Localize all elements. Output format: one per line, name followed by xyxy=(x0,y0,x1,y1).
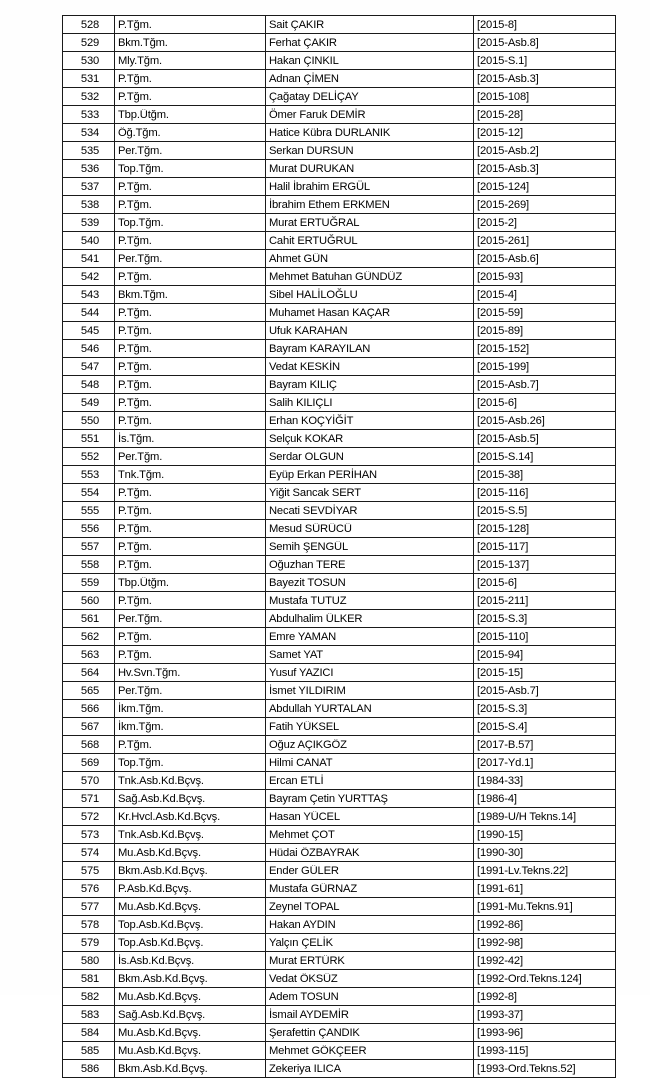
cell-name: Muhamet Hasan KAÇAR xyxy=(266,304,474,322)
cell-number: 540 xyxy=(63,232,115,250)
table-row xyxy=(63,718,616,736)
table-row xyxy=(63,394,616,412)
table-row xyxy=(63,178,616,196)
cell-reference: [2015-S.3] xyxy=(474,700,616,718)
cell-name: Şerafettin ÇANDIK xyxy=(266,1024,474,1042)
cell-reference: [2015-199] xyxy=(474,358,616,376)
cell-reference: [1992-42] xyxy=(474,952,616,970)
cell-reference: [2015-110] xyxy=(474,628,616,646)
table-row xyxy=(63,592,616,610)
table-row xyxy=(63,700,616,718)
table-row xyxy=(63,646,616,664)
cell-number: 555 xyxy=(63,502,115,520)
table-row xyxy=(63,916,616,934)
cell-rank: P.Tğm. xyxy=(115,70,266,88)
cell-rank: Öğ.Tğm. xyxy=(115,124,266,142)
cell-rank: Per.Tğm. xyxy=(115,250,266,268)
table-row xyxy=(63,106,616,124)
cell-rank: P.Tğm. xyxy=(115,484,266,502)
cell-number: 561 xyxy=(63,610,115,628)
cell-rank: Tbp.Ütğm. xyxy=(115,106,266,124)
cell-rank: P.Tğm. xyxy=(115,736,266,754)
cell-number: 533 xyxy=(63,106,115,124)
cell-number: 575 xyxy=(63,862,115,880)
cell-name: Oğuz AÇIKGÖZ xyxy=(266,736,474,754)
cell-number: 538 xyxy=(63,196,115,214)
personnel-list-table xyxy=(62,15,616,1078)
cell-name: Serdar OLGUN xyxy=(266,448,474,466)
table-row xyxy=(63,790,616,808)
cell-reference: [2015-S.1] xyxy=(474,52,616,70)
cell-rank: Bkm.Tğm. xyxy=(115,34,266,52)
cell-reference: [1991-61] xyxy=(474,880,616,898)
cell-reference: [1992-8] xyxy=(474,988,616,1006)
table-row xyxy=(63,466,616,484)
cell-number: 583 xyxy=(63,1006,115,1024)
cell-number: 572 xyxy=(63,808,115,826)
cell-reference: [1991-Mu.Tekns.91] xyxy=(474,898,616,916)
cell-rank: P.Tğm. xyxy=(115,592,266,610)
cell-name: Hilmi CANAT xyxy=(266,754,474,772)
cell-reference: [2015-12] xyxy=(474,124,616,142)
cell-rank: Tbp.Ütğm. xyxy=(115,574,266,592)
table-row xyxy=(63,682,616,700)
table-row xyxy=(63,538,616,556)
cell-rank: P.Tğm. xyxy=(115,376,266,394)
cell-number: 570 xyxy=(63,772,115,790)
cell-number: 536 xyxy=(63,160,115,178)
cell-name: Mustafa GÜRNAZ xyxy=(266,880,474,898)
cell-rank: P.Tğm. xyxy=(115,412,266,430)
cell-name: Vedat ÖKSÜZ xyxy=(266,970,474,988)
cell-rank: İkm.Tğm. xyxy=(115,718,266,736)
cell-number: 549 xyxy=(63,394,115,412)
cell-name: Mesud SÜRÜCÜ xyxy=(266,520,474,538)
table-row xyxy=(63,448,616,466)
cell-rank: Bkm.Tğm. xyxy=(115,286,266,304)
cell-number: 560 xyxy=(63,592,115,610)
cell-number: 584 xyxy=(63,1024,115,1042)
cell-name: Hasan YÜCEL xyxy=(266,808,474,826)
table-row xyxy=(63,412,616,430)
cell-name: Ferhat ÇAKIR xyxy=(266,34,474,52)
cell-rank: P.Tğm. xyxy=(115,646,266,664)
cell-number: 550 xyxy=(63,412,115,430)
cell-rank: P.Tğm. xyxy=(115,16,266,34)
cell-number: 577 xyxy=(63,898,115,916)
table-row xyxy=(63,232,616,250)
cell-number: 537 xyxy=(63,178,115,196)
cell-reference: [2015-269] xyxy=(474,196,616,214)
cell-reference: [2015-Asb.5] xyxy=(474,430,616,448)
cell-reference: [2015-117] xyxy=(474,538,616,556)
cell-rank: Bkm.Asb.Kd.Bçvş. xyxy=(115,1060,266,1078)
table-row xyxy=(63,196,616,214)
cell-name: Ercan ETLİ xyxy=(266,772,474,790)
cell-rank: P.Tğm. xyxy=(115,394,266,412)
cell-name: Hatice Kübra DURLANIK xyxy=(266,124,474,142)
table-row xyxy=(63,358,616,376)
cell-rank: Mu.Asb.Kd.Bçvş. xyxy=(115,1024,266,1042)
table-row xyxy=(63,250,616,268)
cell-rank: P.Tğm. xyxy=(115,232,266,250)
table-row xyxy=(63,844,616,862)
cell-name: Mehmet Batuhan GÜNDÜZ xyxy=(266,268,474,286)
cell-number: 547 xyxy=(63,358,115,376)
table-row xyxy=(63,826,616,844)
cell-name: Ömer Faruk DEMİR xyxy=(266,106,474,124)
cell-reference: [2015-38] xyxy=(474,466,616,484)
cell-reference: [2015-Asb.7] xyxy=(474,376,616,394)
cell-reference: [2015-4] xyxy=(474,286,616,304)
cell-name: Çağatay DELİÇAY xyxy=(266,88,474,106)
cell-rank: P.Asb.Kd.Bçvş. xyxy=(115,880,266,898)
cell-number: 545 xyxy=(63,322,115,340)
cell-number: 586 xyxy=(63,1060,115,1078)
cell-number: 556 xyxy=(63,520,115,538)
cell-rank: Mu.Asb.Kd.Bçvş. xyxy=(115,988,266,1006)
cell-reference: [2015-93] xyxy=(474,268,616,286)
table-row xyxy=(63,988,616,1006)
table-row xyxy=(63,952,616,970)
table-row xyxy=(63,808,616,826)
cell-number: 562 xyxy=(63,628,115,646)
table-row xyxy=(63,1024,616,1042)
cell-rank: P.Tğm. xyxy=(115,88,266,106)
cell-reference: [2015-108] xyxy=(474,88,616,106)
table-row xyxy=(63,520,616,538)
table-row xyxy=(63,574,616,592)
cell-reference: [1990-30] xyxy=(474,844,616,862)
cell-name: Abdullah YURTALAN xyxy=(266,700,474,718)
table-row xyxy=(63,430,616,448)
table-row xyxy=(63,142,616,160)
cell-reference: [2015-Asb.26] xyxy=(474,412,616,430)
cell-reference: [2015-Asb.2] xyxy=(474,142,616,160)
cell-name: Adem TOSUN xyxy=(266,988,474,1006)
cell-name: Vedat KESKİN xyxy=(266,358,474,376)
cell-reference: [2015-124] xyxy=(474,178,616,196)
cell-name: Mustafa TUTUZ xyxy=(266,592,474,610)
cell-reference: [2015-Asb.7] xyxy=(474,682,616,700)
table-row xyxy=(63,286,616,304)
cell-name: Sibel HALİLOĞLU xyxy=(266,286,474,304)
cell-rank: Per.Tğm. xyxy=(115,142,266,160)
cell-rank: Mu.Asb.Kd.Bçvş. xyxy=(115,898,266,916)
cell-number: 585 xyxy=(63,1042,115,1060)
cell-rank: P.Tğm. xyxy=(115,538,266,556)
cell-name: Zekeriya ILICA xyxy=(266,1060,474,1078)
table-row xyxy=(63,16,616,34)
cell-number: 541 xyxy=(63,250,115,268)
cell-number: 532 xyxy=(63,88,115,106)
cell-number: 574 xyxy=(63,844,115,862)
cell-rank: Kr.Hvcl.Asb.Kd.Bçvş. xyxy=(115,808,266,826)
cell-number: 559 xyxy=(63,574,115,592)
cell-number: 534 xyxy=(63,124,115,142)
table-row xyxy=(63,268,616,286)
cell-name: Mehmet GÖKÇEER xyxy=(266,1042,474,1060)
cell-name: Ahmet GÜN xyxy=(266,250,474,268)
cell-reference: [2015-S.3] xyxy=(474,610,616,628)
cell-name: Erhan KOÇYİĞİT xyxy=(266,412,474,430)
cell-rank: Mu.Asb.Kd.Bçvş. xyxy=(115,1042,266,1060)
cell-rank: P.Tğm. xyxy=(115,628,266,646)
cell-rank: P.Tğm. xyxy=(115,556,266,574)
cell-rank: Mu.Asb.Kd.Bçvş. xyxy=(115,844,266,862)
cell-number: 565 xyxy=(63,682,115,700)
cell-rank: Top.Tğm. xyxy=(115,160,266,178)
cell-name: İsmet YILDIRIM xyxy=(266,682,474,700)
cell-number: 573 xyxy=(63,826,115,844)
table-row xyxy=(63,376,616,394)
cell-name: Murat DURUKAN xyxy=(266,160,474,178)
table-row xyxy=(63,754,616,772)
cell-name: Sait ÇAKIR xyxy=(266,16,474,34)
cell-number: 569 xyxy=(63,754,115,772)
cell-reference: [2015-261] xyxy=(474,232,616,250)
cell-reference: [1984-33] xyxy=(474,772,616,790)
cell-rank: P.Tğm. xyxy=(115,520,266,538)
cell-number: 529 xyxy=(63,34,115,52)
cell-number: 535 xyxy=(63,142,115,160)
cell-name: Hakan ÇINKIL xyxy=(266,52,474,70)
cell-name: Bayram KARAYILAN xyxy=(266,340,474,358)
cell-name: Serkan DURSUN xyxy=(266,142,474,160)
table-row xyxy=(63,880,616,898)
cell-reference: [2015-S.14] xyxy=(474,448,616,466)
cell-reference: [1992-86] xyxy=(474,916,616,934)
cell-number: 581 xyxy=(63,970,115,988)
cell-rank: İs.Tğm. xyxy=(115,430,266,448)
cell-reference: [2015-2] xyxy=(474,214,616,232)
cell-rank: Tnk.Asb.Kd.Bçvş. xyxy=(115,772,266,790)
cell-name: Selçuk KOKAR xyxy=(266,430,474,448)
cell-reference: [2015-S.4] xyxy=(474,718,616,736)
table-row xyxy=(63,1006,616,1024)
cell-number: 571 xyxy=(63,790,115,808)
cell-rank: P.Tğm. xyxy=(115,178,266,196)
cell-name: Bayezit TOSUN xyxy=(266,574,474,592)
table-row xyxy=(63,160,616,178)
cell-name: Zeynel TOPAL xyxy=(266,898,474,916)
cell-reference: [1990-15] xyxy=(474,826,616,844)
cell-reference: [2015-211] xyxy=(474,592,616,610)
cell-name: Samet YAT xyxy=(266,646,474,664)
cell-reference: [2015-6] xyxy=(474,394,616,412)
cell-reference: [2017-Yd.1] xyxy=(474,754,616,772)
cell-number: 543 xyxy=(63,286,115,304)
cell-reference: [1993-Ord.Tekns.52] xyxy=(474,1060,616,1078)
cell-name: Yalçın ÇELİK xyxy=(266,934,474,952)
cell-reference: [1993-115] xyxy=(474,1042,616,1060)
cell-rank: Top.Tğm. xyxy=(115,754,266,772)
table-row xyxy=(63,322,616,340)
cell-name: Mehmet ÇOT xyxy=(266,826,474,844)
cell-number: 553 xyxy=(63,466,115,484)
cell-name: Yiğit Sancak SERT xyxy=(266,484,474,502)
cell-number: 576 xyxy=(63,880,115,898)
cell-reference: [2015-116] xyxy=(474,484,616,502)
cell-rank: P.Tğm. xyxy=(115,196,266,214)
cell-name: Hakan AYDIN xyxy=(266,916,474,934)
table-row xyxy=(63,1042,616,1060)
table-row xyxy=(63,862,616,880)
cell-rank: Per.Tğm. xyxy=(115,682,266,700)
cell-name: Bayram KILIÇ xyxy=(266,376,474,394)
cell-reference: [1989-U/H Tekns.14] xyxy=(474,808,616,826)
cell-reference: [2015-S.5] xyxy=(474,502,616,520)
cell-number: 566 xyxy=(63,700,115,718)
table-row xyxy=(63,34,616,52)
cell-reference: [2015-15] xyxy=(474,664,616,682)
cell-rank: Per.Tğm. xyxy=(115,610,266,628)
table-body xyxy=(63,16,616,1078)
cell-reference: [2015-Asb.6] xyxy=(474,250,616,268)
table-row xyxy=(63,214,616,232)
cell-rank: Top.Asb.Kd.Bçvş. xyxy=(115,916,266,934)
cell-name: Ufuk KARAHAN xyxy=(266,322,474,340)
cell-name: İbrahim Ethem ERKMEN xyxy=(266,196,474,214)
cell-name: Eyüp Erkan PERİHAN xyxy=(266,466,474,484)
cell-rank: Tnk.Asb.Kd.Bçvş. xyxy=(115,826,266,844)
cell-reference: [2015-28] xyxy=(474,106,616,124)
cell-rank: P.Tğm. xyxy=(115,502,266,520)
cell-reference: [2015-137] xyxy=(474,556,616,574)
cell-number: 528 xyxy=(63,16,115,34)
cell-number: 580 xyxy=(63,952,115,970)
cell-number: 564 xyxy=(63,664,115,682)
table-row xyxy=(63,70,616,88)
table-row xyxy=(63,628,616,646)
cell-name: Semih ŞENGÜL xyxy=(266,538,474,556)
cell-reference: [2015-152] xyxy=(474,340,616,358)
table-row xyxy=(63,484,616,502)
cell-name: Murat ERTÜRK xyxy=(266,952,474,970)
cell-rank: P.Tğm. xyxy=(115,340,266,358)
cell-number: 563 xyxy=(63,646,115,664)
cell-number: 568 xyxy=(63,736,115,754)
cell-number: 531 xyxy=(63,70,115,88)
table-row xyxy=(63,610,616,628)
cell-reference: [1993-96] xyxy=(474,1024,616,1042)
cell-number: 544 xyxy=(63,304,115,322)
cell-number: 554 xyxy=(63,484,115,502)
cell-reference: [2015-Asb.8] xyxy=(474,34,616,52)
cell-rank: Tnk.Tğm. xyxy=(115,466,266,484)
table-row xyxy=(63,502,616,520)
table-row xyxy=(63,340,616,358)
cell-rank: Bkm.Asb.Kd.Bçvş. xyxy=(115,862,266,880)
cell-reference: [2015-Asb.3] xyxy=(474,160,616,178)
cell-reference: [1993-37] xyxy=(474,1006,616,1024)
cell-rank: Sağ.Asb.Kd.Bçvş. xyxy=(115,1006,266,1024)
cell-name: İsmail AYDEMİR xyxy=(266,1006,474,1024)
cell-name: Adnan ÇİMEN xyxy=(266,70,474,88)
table-row xyxy=(63,88,616,106)
table-row xyxy=(63,934,616,952)
cell-number: 530 xyxy=(63,52,115,70)
cell-number: 551 xyxy=(63,430,115,448)
table-row xyxy=(63,772,616,790)
cell-reference: [1992-98] xyxy=(474,934,616,952)
cell-name: Cahit ERTUĞRUL xyxy=(266,232,474,250)
table-row xyxy=(63,52,616,70)
cell-rank: İkm.Tğm. xyxy=(115,700,266,718)
cell-rank: İs.Asb.Kd.Bçvş. xyxy=(115,952,266,970)
cell-name: Necati SEVDİYAR xyxy=(266,502,474,520)
cell-rank: P.Tğm. xyxy=(115,304,266,322)
cell-rank: Mly.Tğm. xyxy=(115,52,266,70)
cell-number: 567 xyxy=(63,718,115,736)
cell-reference: [2015-8] xyxy=(474,16,616,34)
table-row xyxy=(63,736,616,754)
cell-number: 558 xyxy=(63,556,115,574)
cell-name: Fatih YÜKSEL xyxy=(266,718,474,736)
cell-number: 552 xyxy=(63,448,115,466)
table-row xyxy=(63,898,616,916)
cell-number: 548 xyxy=(63,376,115,394)
cell-reference: [1986-4] xyxy=(474,790,616,808)
cell-number: 557 xyxy=(63,538,115,556)
cell-rank: P.Tğm. xyxy=(115,322,266,340)
cell-number: 539 xyxy=(63,214,115,232)
cell-number: 579 xyxy=(63,934,115,952)
cell-number: 546 xyxy=(63,340,115,358)
cell-reference: [2015-94] xyxy=(474,646,616,664)
cell-rank: P.Tğm. xyxy=(115,358,266,376)
cell-reference: [2017-B.57] xyxy=(474,736,616,754)
cell-rank: Hv.Svn.Tğm. xyxy=(115,664,266,682)
cell-name: Salih KILIÇLI xyxy=(266,394,474,412)
cell-number: 542 xyxy=(63,268,115,286)
cell-name: Murat ERTUĞRAL xyxy=(266,214,474,232)
cell-reference: [2015-Asb.3] xyxy=(474,70,616,88)
cell-number: 578 xyxy=(63,916,115,934)
cell-rank: P.Tğm. xyxy=(115,268,266,286)
cell-name: Hüdai ÖZBAYRAK xyxy=(266,844,474,862)
cell-rank: Top.Asb.Kd.Bçvş. xyxy=(115,934,266,952)
cell-reference: [2015-6] xyxy=(474,574,616,592)
cell-rank: Top.Tğm. xyxy=(115,214,266,232)
cell-name: Ender GÜLER xyxy=(266,862,474,880)
cell-name: Halil İbrahim ERGÜL xyxy=(266,178,474,196)
table-row xyxy=(63,124,616,142)
cell-number: 582 xyxy=(63,988,115,1006)
cell-name: Bayram Çetin YURTTAŞ xyxy=(266,790,474,808)
cell-name: Oğuzhan TERE xyxy=(266,556,474,574)
table-row xyxy=(63,664,616,682)
cell-reference: [2015-89] xyxy=(474,322,616,340)
cell-name: Emre YAMAN xyxy=(266,628,474,646)
table-row xyxy=(63,304,616,322)
table-row xyxy=(63,1060,616,1078)
cell-name: Yusuf YAZICI xyxy=(266,664,474,682)
cell-name: Abdulhalim ÜLKER xyxy=(266,610,474,628)
table-row xyxy=(63,970,616,988)
cell-reference: [2015-59] xyxy=(474,304,616,322)
cell-rank: Per.Tğm. xyxy=(115,448,266,466)
cell-reference: [1992-Ord.Tekns.124] xyxy=(474,970,616,988)
table-row xyxy=(63,556,616,574)
cell-reference: [2015-128] xyxy=(474,520,616,538)
cell-rank: Bkm.Asb.Kd.Bçvş. xyxy=(115,970,266,988)
cell-rank: Sağ.Asb.Kd.Bçvş. xyxy=(115,790,266,808)
cell-reference: [1991-Lv.Tekns.22] xyxy=(474,862,616,880)
